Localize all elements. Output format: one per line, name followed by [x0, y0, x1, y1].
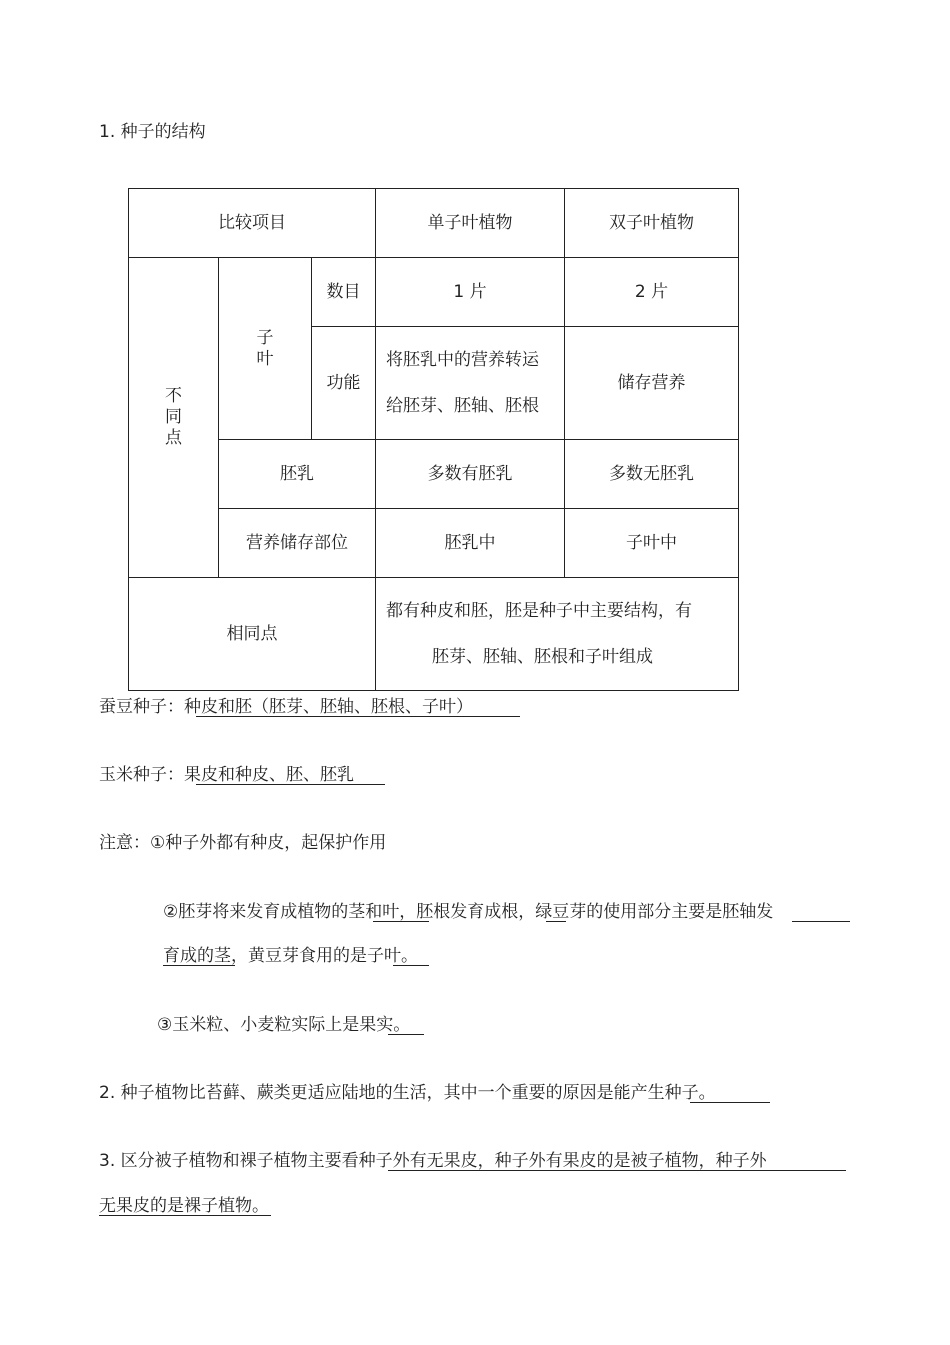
note-2-underline-d — [163, 965, 235, 966]
diff-label-cell — [129, 258, 219, 578]
function-monocot-line1: 将胚乳中的营养转运 — [386, 350, 539, 370]
note-2-underline-b — [546, 921, 566, 922]
header-item: 比较项目 — [129, 189, 376, 258]
bean-seed-underline — [196, 716, 520, 717]
question-2-underline — [690, 1102, 770, 1103]
question-3-underline-a — [388, 1170, 846, 1171]
same-content-cell — [376, 578, 739, 691]
corn-seed-text: 玉米种子：果皮和种皮、胚、胚乳 — [99, 765, 354, 785]
seed-structure-table — [128, 188, 739, 691]
count-monocot: 1 片 — [376, 258, 565, 327]
cotyledon-label: 子叶 — [256, 327, 274, 369]
section-heading: 1. 种子的结构 — [99, 122, 206, 142]
function-monocot-cell — [376, 327, 565, 440]
question-3-underline-b — [99, 1215, 271, 1216]
same-line2: 胚芽、胚轴、胚根和子叶组成 — [432, 647, 653, 667]
cotyledon-label-cell — [219, 258, 312, 440]
same-label: 相同点 — [129, 578, 376, 691]
question-2: 2. 种子植物比苔藓、蕨类更适应陆地的生活，其中一个重要的原因是能产生种子。 — [99, 1083, 716, 1103]
function-label: 功能 — [312, 327, 376, 440]
question-3-line2: 无果皮的是裸子植物。 — [99, 1196, 269, 1216]
bean-seed-text: 蚕豆种子：种皮和胚（胚芽、胚轴、胚根、子叶） — [99, 697, 473, 717]
header-dicot: 双子叶植物 — [565, 189, 739, 258]
note-3: ③玉米粒、小麦粒实际上是果实。 — [157, 1015, 411, 1035]
note-1: 注意：①种子外都有种皮，起保护作用 — [99, 833, 387, 853]
count-label: 数目 — [312, 258, 376, 327]
corn-seed-underline — [196, 784, 385, 785]
header-monocot: 单子叶植物 — [376, 189, 565, 258]
storage-label: 营养储存部位 — [219, 509, 376, 578]
endosperm-monocot: 多数有胚乳 — [376, 440, 565, 509]
storage-monocot: 胚乳中 — [376, 509, 565, 578]
function-monocot-line2: 给胚芽、胚轴、胚根 — [386, 396, 539, 416]
storage-dicot: 子叶中 — [565, 509, 739, 578]
note-2-line2: 育成的茎，黄豆芽食用的是子叶。 — [163, 946, 418, 966]
note-2-underline-e — [393, 965, 429, 966]
endosperm-dicot: 多数无胚乳 — [565, 440, 739, 509]
note-3-underline — [388, 1034, 424, 1035]
same-line1: 都有种皮和胚，胚是种子中主要结构，有 — [386, 601, 692, 621]
note-2-line1: ②胚芽将来发育成植物的茎和叶，胚根发育成根，绿豆芽的使用部分主要是胚轴发 — [163, 902, 774, 922]
endosperm-label: 胚乳 — [219, 440, 376, 509]
count-dicot: 2 片 — [565, 258, 739, 327]
diff-label: 不同点 — [165, 386, 182, 448]
note-2-underline-a — [373, 921, 429, 922]
question-3-line1: 3. 区分被子植物和裸子植物主要看种子外有无果皮，种子外有果皮的是被子植物，种子外 — [99, 1151, 767, 1171]
note-2-underline-c — [792, 921, 850, 922]
function-dicot: 储存营养 — [565, 327, 739, 440]
